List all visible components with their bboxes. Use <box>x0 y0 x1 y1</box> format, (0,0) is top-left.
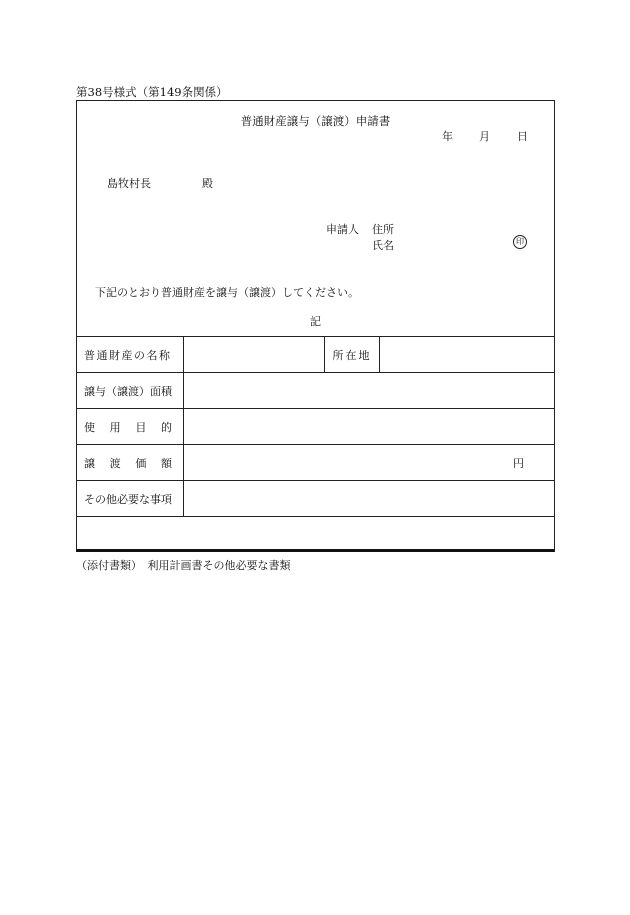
area-label: 譲与（譲渡）面積 <box>77 373 184 408</box>
table-row-other <box>77 480 554 516</box>
price-label <box>77 445 184 480</box>
date-month-label: 月 <box>479 130 490 143</box>
seal-icon: 印 <box>513 235 527 249</box>
table-row-purpose <box>77 408 554 444</box>
date-day-label: 日 <box>517 130 528 143</box>
attachments-note: （添付書類） 利用計画書その他必要な書類 <box>76 559 291 572</box>
form-title: 普通財産譲与（譲渡）申請書 <box>240 114 391 128</box>
price-label-char: 渡 <box>109 456 121 470</box>
price-unit: 円 <box>513 456 524 470</box>
area-field[interactable] <box>184 373 554 408</box>
purpose-label-char: 目 <box>135 420 147 434</box>
ki-label: 記 <box>310 315 321 328</box>
applicant-label: 申請人 <box>326 223 359 236</box>
table-row-area <box>77 372 554 408</box>
table-row-price <box>77 444 554 480</box>
purpose-label <box>77 409 184 444</box>
application-form <box>76 100 555 552</box>
form-number: 第38号様式（第149条関係） <box>76 85 228 99</box>
address-label: 住所 <box>372 223 394 236</box>
request-text: 下記のとおり普通財産を譲与（譲渡）してください。 <box>95 286 359 299</box>
table-row-blank[interactable] <box>77 516 554 550</box>
price-label-char: 額 <box>160 456 172 470</box>
honorific: 殿 <box>202 177 213 190</box>
other-label: その他必要な事項 <box>77 481 184 516</box>
name-label: 氏名 <box>372 239 394 252</box>
property-name-label: 普通財産の名称 <box>77 337 184 372</box>
property-name-field[interactable] <box>184 337 325 372</box>
price-field[interactable] <box>184 445 554 480</box>
purpose-label-char: 的 <box>160 420 172 434</box>
purpose-label-char: 用 <box>109 420 121 434</box>
price-label-char: 価 <box>135 456 147 470</box>
table-row-property <box>77 336 554 372</box>
location-label: 所在地 <box>325 337 380 372</box>
other-field[interactable] <box>184 481 554 516</box>
date-year-label: 年 <box>442 130 453 143</box>
price-label-char: 譲 <box>84 456 95 470</box>
addressee: 島牧村長 <box>107 177 151 190</box>
details-table <box>77 336 554 550</box>
location-field[interactable] <box>380 337 554 372</box>
purpose-label-char: 使 <box>84 420 95 434</box>
purpose-field[interactable] <box>184 409 554 444</box>
